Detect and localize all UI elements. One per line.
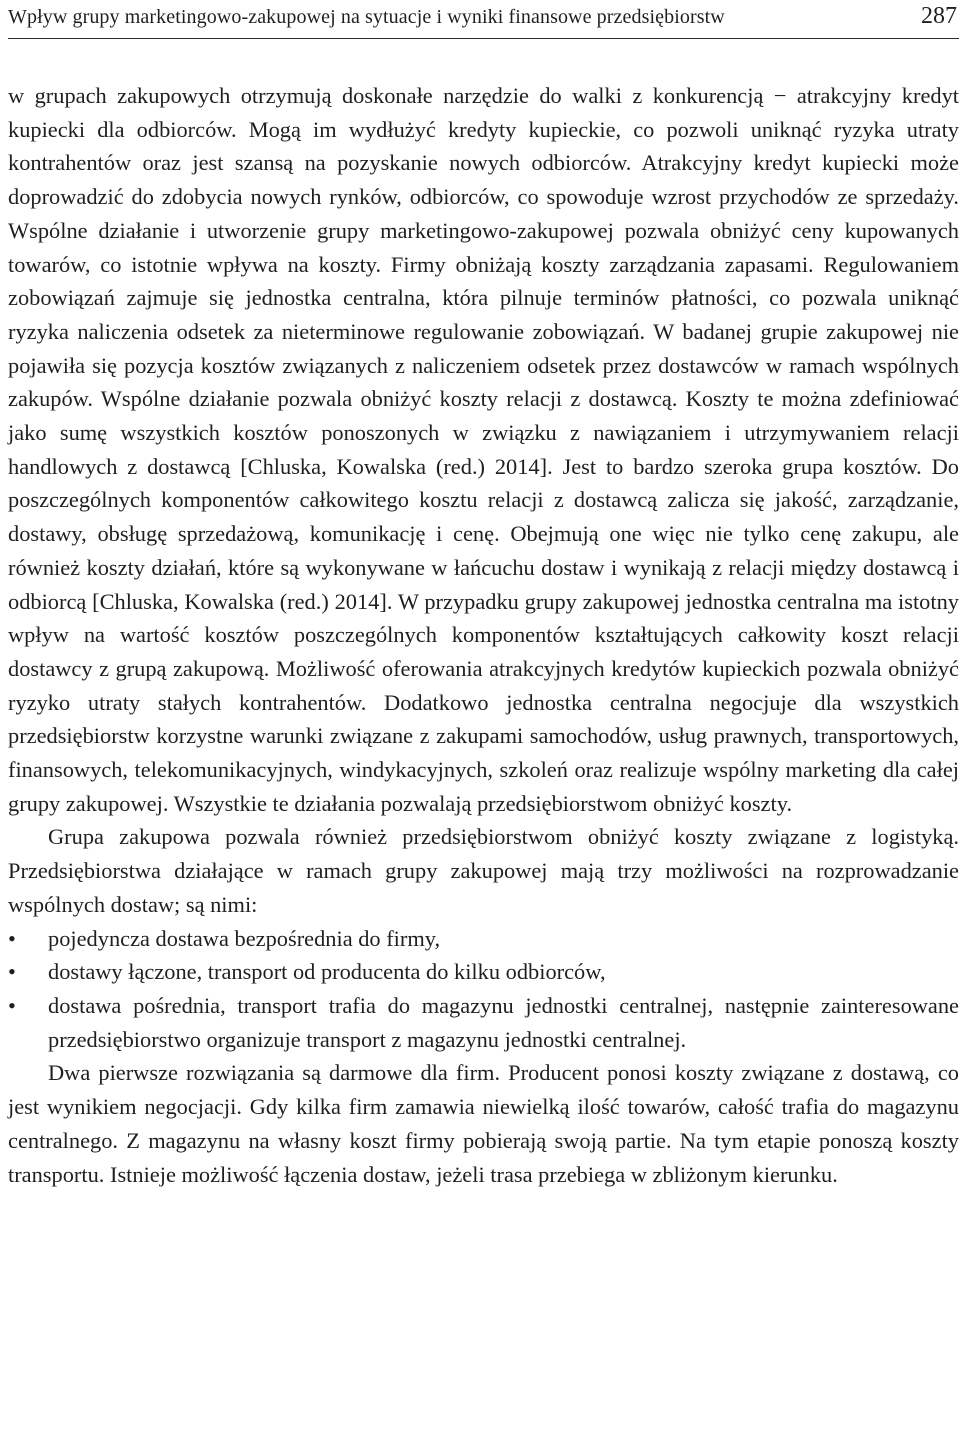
bullet-icon: •	[8, 925, 16, 951]
list-item	[8, 955, 959, 989]
bullet-list	[8, 922, 959, 1057]
running-title: Wpływ grupy marketingowo-zakupowej na sytuacje i wyniki finansowe przedsiębiorstw	[8, 6, 725, 28]
list-item	[8, 922, 959, 956]
paragraph-continued: w grupach zakupowych otrzymują doskonałe narzędzie do walki z konkurencją − atrakcyjny kredyt kupiecki dla odbiorców. Mogą im wydłużyć kredyty kupieckie, co pozwoli uniknąć ryzyka utraty kontrahentów oraz jest szansą na pozyskanie nowych odbiorców. Atrakcyjny kredyt kupiecki może doprowadzić do zdobycia nowych rynków, odbiorców, co spowoduje wzrost przychodów ze sprzedaży. Wspólne działanie i utworzenie grupy marketingowo-zakupowej pozwala obniżyć ceny kupowanych towarów, co istotnie wpływa na koszty. Firmy obniżają koszty zarządzania zapasami. Regulowaniem zobowiązań zajmuje się jednostka centralna, która pilnuje terminów płatności, co pozwala uniknąć ryzyka naliczenia odsetek za nieterminowe regulowanie zobowiązań. W badanej grupie zakupowej nie pojawiła się pozycja kosztów związanych z naliczeniem odsetek przez dostawców w ramach wspólnych zakupów. Wspólne działanie pozwala obniżyć koszty relacji z dostawcą. Koszty te można zdefiniować jako sumę wszystkich kosztów ponoszonych w związku z nawiązaniem i utrzymywaniem relacji handlowych z dostawcą [Chluska, Kowalska (red.) 2014]. Jest to bardzo szeroka grupa kosztów. Do poszczególnych komponentów całkowitego kosztu relacji z dostawcą zalicza się jakość, zarządzanie, dostawy, obsługę sprzedażową, komunikację i cenę. Obejmują one więc nie tylko cenę zakupu, ale również koszty działań, które są wykonywane w łańcuchu dostaw i wynikają z relacji między dostawcą i odbiorcą [Chluska, Kowalska (red.) 2014]. W przypadku grupy zakupowej jednostka centralna ma istotny wpływ na wartość kosztów poszczególnych komponentów kształtujących całkowity koszt relacji dostawcy z grupą zakupową. Możliwość oferowania atrakcyjnych kredytów kupieckich pozwala obniżyć ryzyko utraty stałych kontrahentów. Dodatkowo jednostka centralna negocjuje dla wszystkich przedsiębiorstw korzystne warunki związane z zakupami samochodów, usług prawnych, transportowych, finansowych, telekomunikacyjnych, windykacyjnych, szkoleń oraz realizuje wspólny marketing dla całej grupy zakupowej. Wszystkie te działania pozwalają przedsiębiorstwom obniżyć koszty.	[8, 83, 959, 816]
paragraph-logistics: Grupa zakupowa pozwala również przedsiębiorstwom obniżyć koszty związane z logistyką. Przedsiębiorstwa działające w ramach grupy zakupowej mają trzy możliwości na rozprowadzanie wspólnych dostaw; są nimi:	[8, 824, 959, 917]
list-item-text: pojedyncza dostawa bezpośrednia do firmy,	[48, 925, 441, 951]
body-text	[8, 79, 959, 1191]
paragraph-closing: Dwa pierwsze rozwiązania są darmowe dla firm. Producent ponosi koszty związane z dostawą, co jest wynikiem negocjacji. Gdy kilka firm zamawia niewielką ilość towarów, całość trafia do magazynu centralnego. Z magazynu na własny koszt firmy pobierają swoją partie. Na tym etapie ponoszą koszty transportu. Istnieje możliwość łączenia dostaw, jeżeli trasa przebiega w zbliżonym kierunku.	[8, 1060, 959, 1187]
running-head	[8, 0, 959, 39]
bullet-icon: •	[8, 992, 16, 1018]
bullet-icon: •	[8, 959, 16, 985]
page-number: 287	[921, 3, 957, 29]
list-item-text: dostawy łączone, transport od producenta do kilku odbiorców,	[48, 959, 606, 985]
document-page	[8, 0, 959, 1191]
list-item	[8, 989, 959, 1056]
list-item-text: dostawa pośrednia, transport trafia do magazynu jednostki centralnej, następnie zainteresowane przedsiębiorstwo organizuje transport z magazynu jednostki centralnej.	[48, 992, 959, 1052]
